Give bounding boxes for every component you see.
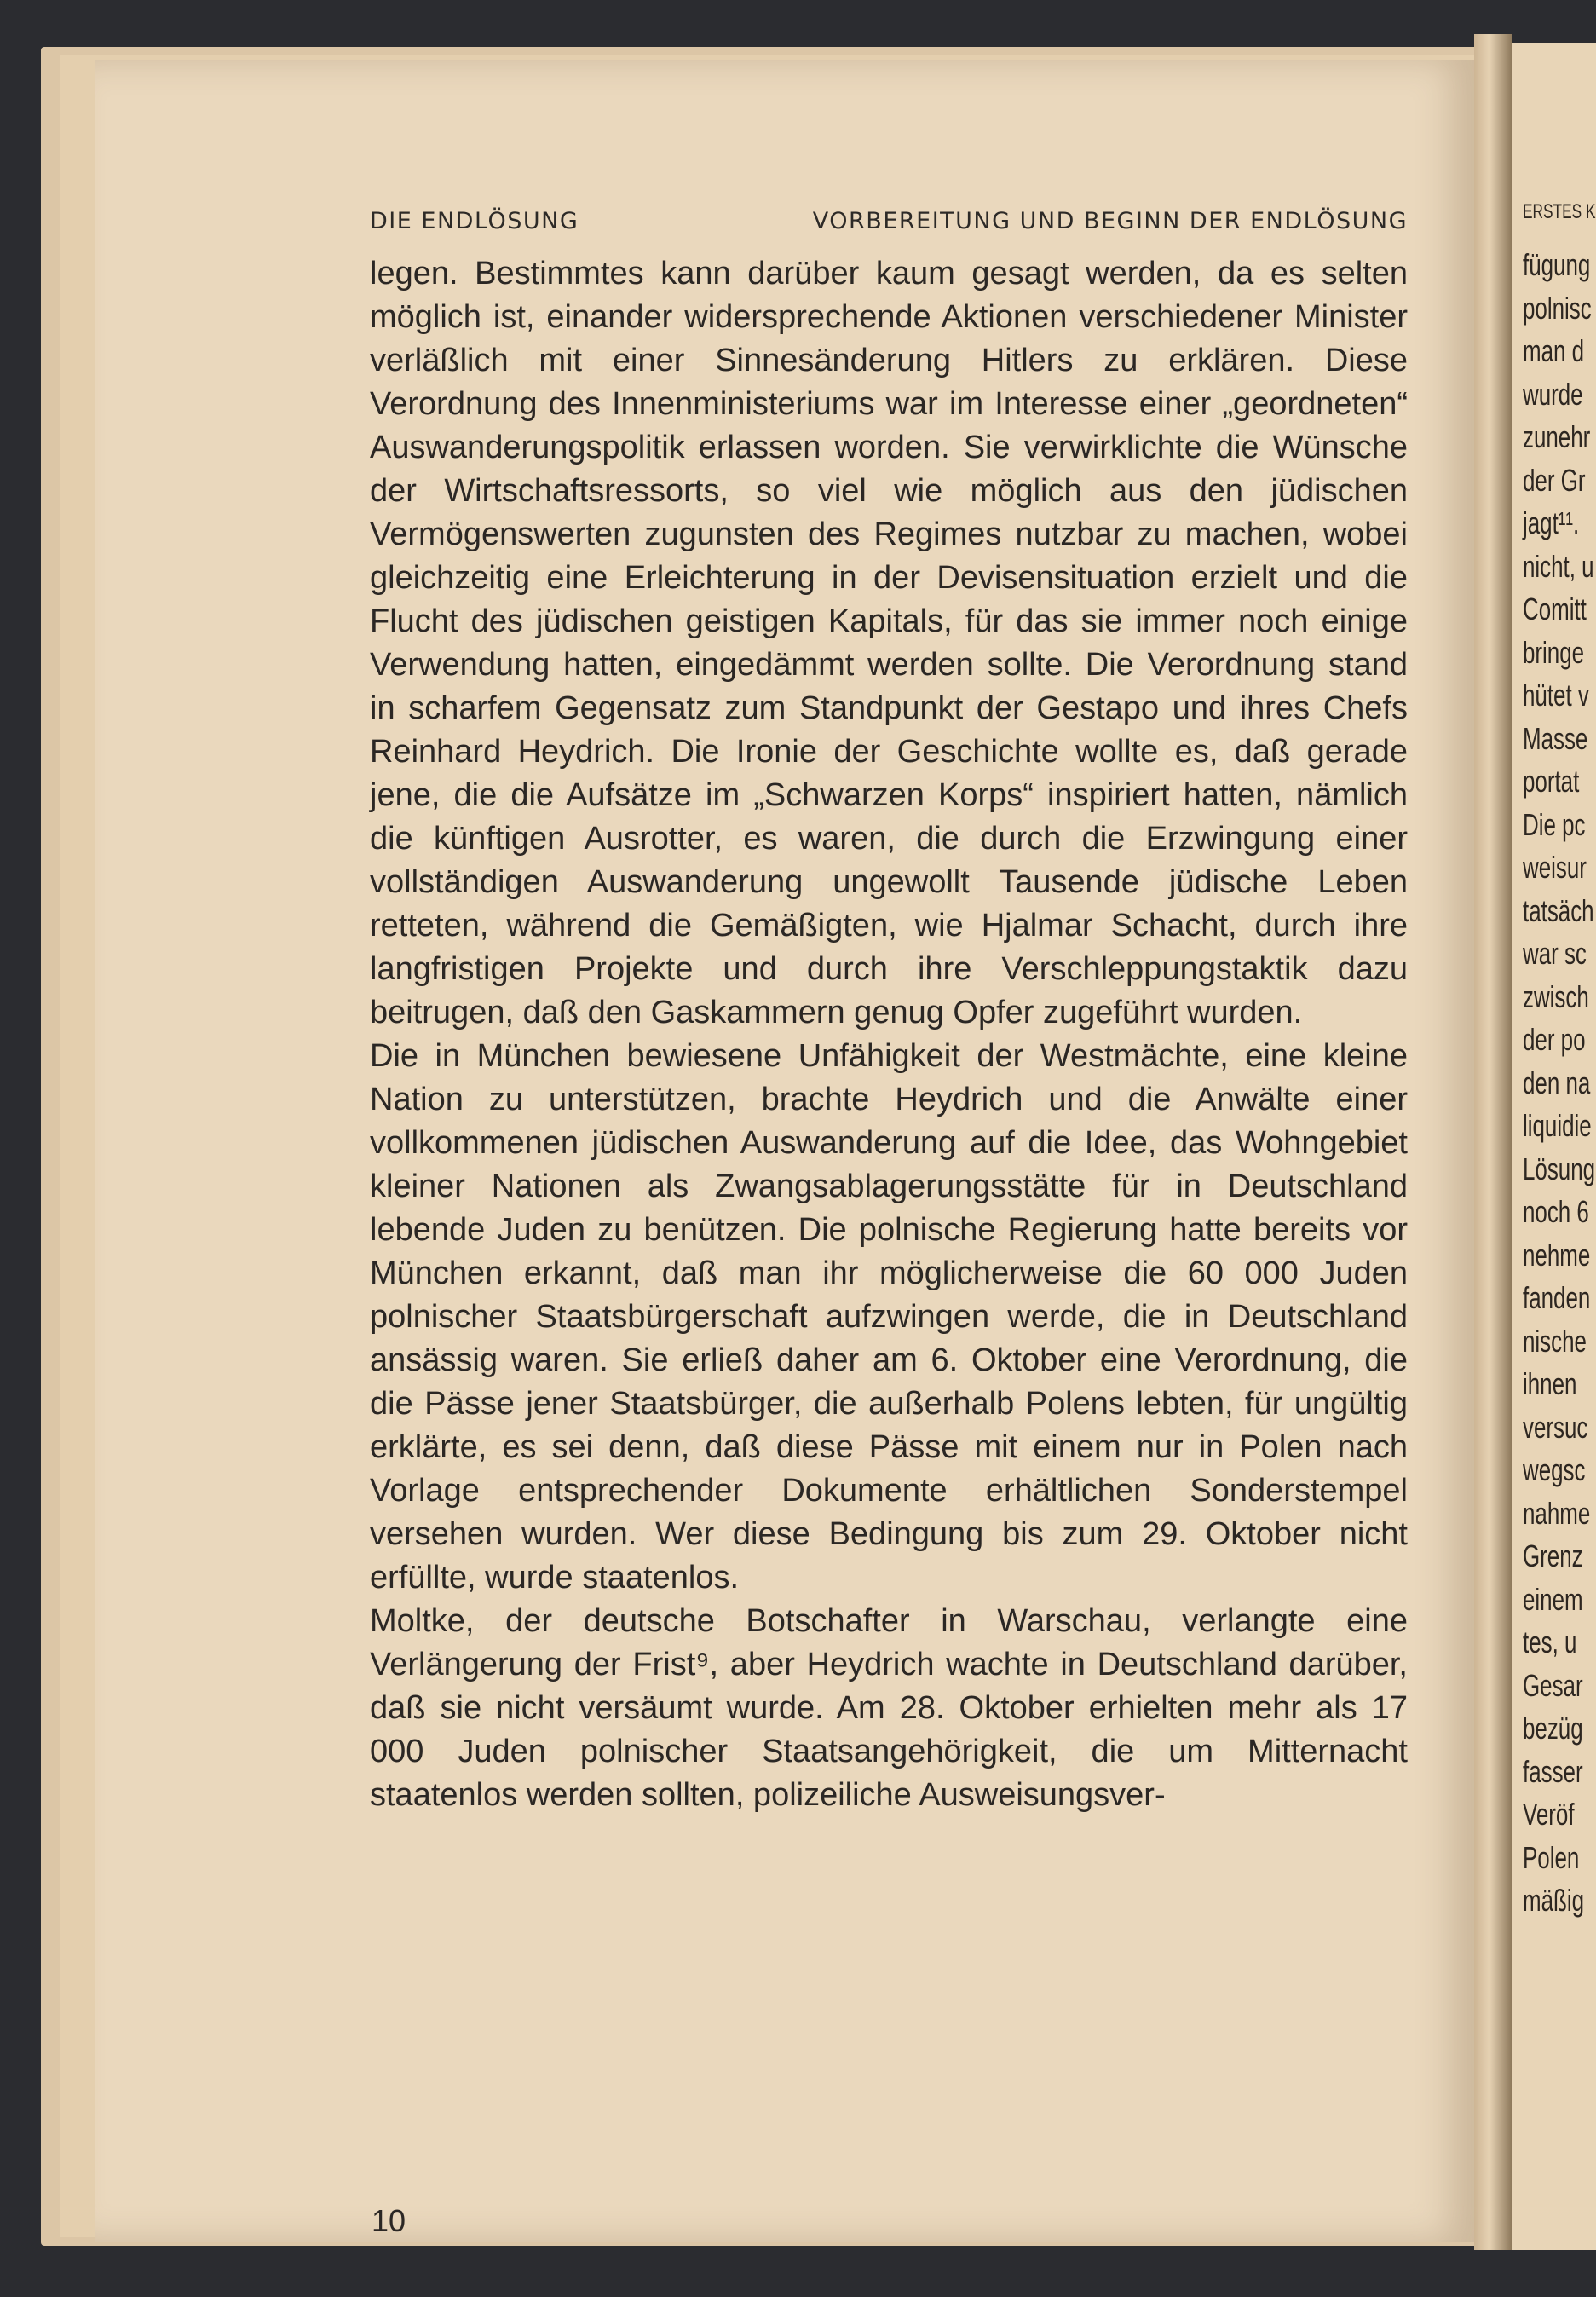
facing-page-line: weisur (1523, 850, 1587, 885)
facing-page-line: den na (1523, 1065, 1591, 1100)
facing-page-line: Comitt (1523, 592, 1587, 626)
paragraph: legen. Bestimmtes kann darüber kaum gesagt werden, da es selten möglich ist, einander widersprechende Aktionen verschiedener Minister verläßlich mit einer Sinnesänderung Hitlers zu erklären. Diese Verordnung des Innenministeriums war im Interesse einer „geordneten“ Auswanderungspolitik erlassen worden. Sie verwirklichte die Wünsche der Wirtschaftsressorts, so viel wie möglich aus den jüdischen Vermögenswerten zugunsten des Regimes nutzbar zu machen, wobei gleichzeitig eine Erleichterung in der Devisensituation erzielt und die Flucht des jüdischen geistigen Kapitals, für das sie immer noch einige Verwendung hatten, eingedämmt werden sollte. Die Verordnung stand in scharfem Gegensatz zum Standpunkt der Gestapo und ihres Chefs Reinhard Heydrich. Die Ironie der Geschichte wollte es, daß gerade jene, die die Aufsätze im „Schwarzen Korps“ inspiriert hatten, nämlich die künftigen Ausrotter, es waren, die durch die Erzwingung einer vollständigen Auswanderung ungewollt Tausende jüdische Leben retteten, während die Gemäßigten, wie Hjalmar Schacht, durch ihre langfristigen Projekte und durch ihre Verschleppungstaktik dazu beitrugen, daß den Gaskammern genug Opfer zugeführt wurden. (370, 256, 1408, 1030)
facing-page-line: wegsc (1523, 1452, 1586, 1487)
facing-page-line: fügung (1523, 247, 1591, 282)
facing-page-line: Polen (1523, 1839, 1580, 1875)
facing-page-line: versuc (1523, 1409, 1588, 1445)
facing-page-line: zwisch (1523, 978, 1589, 1014)
facing-page-line: einem (1523, 1581, 1583, 1617)
body-text (370, 252, 1408, 1817)
facing-page-line: Gesar (1523, 1667, 1583, 1703)
facing-page-line: Lösung (1523, 1151, 1596, 1186)
facing-page-line: bezüg (1523, 1711, 1583, 1746)
running-header (370, 208, 1408, 234)
facing-page-line: tes, u (1523, 1625, 1577, 1659)
facing-page-line: zunehr (1523, 419, 1591, 454)
header-right: VORBEREITUNG UND BEGINN DER ENDLÖSUNG (812, 208, 1408, 234)
facing-page-line: man d (1523, 333, 1585, 368)
paragraph: Die in München bewiesene Unfähigkeit der Westmächte, eine kleine Nation zu unterstützen, brachte Heydrich und die Anwälte einer vollkommenen jüdischen Auswanderung auf die Idee, das Wohngebiet kleiner Nationen als Zwangsablagerungsstätte für in Deutschland lebende Juden zu benützen. Die polnische Regierung hatte bereits vor München erkannt, daß man ihr möglicherweise die 60 000 Juden polnischer Staatsbürgerschaft aufzwingen werde, die in Deutschland ansässig waren. Sie erließ daher am 6. Oktober eine Verordnung, die die Pässe jener Staatsbürger, die außerhalb Polens lebten, für ungültig erklärte, es sei denn, daß diese Pässe mit einem nur in Polen nach Vorlage entsprechender Dokumente erhältlichen Sonderstempel versehen wurden. Wer diese Bedingung bis zum 29. Oktober nicht erfüllte, wurde staatenlos. (370, 1038, 1408, 1596)
page-number: 10 (372, 2203, 406, 2238)
facing-page-line: polnisc (1523, 290, 1592, 326)
facing-page-line: Grenz (1523, 1538, 1583, 1573)
facing-page-line: noch 6 (1523, 1194, 1589, 1229)
facing-page-line: Masse (1523, 720, 1588, 756)
facing-page-line: tatsäch (1523, 892, 1594, 928)
header-left: DIE ENDLÖSUNG (370, 208, 579, 234)
facing-page-header: ERSTES K (1523, 200, 1596, 223)
facing-page-line: Veröf (1523, 1797, 1575, 1832)
facing-page-line: nahme (1523, 1495, 1591, 1531)
facing-page-line: nicht, u (1523, 548, 1594, 584)
book-gutter (1474, 34, 1512, 2250)
facing-page-line: jagt¹¹. (1523, 505, 1580, 540)
facing-page-line: liquidie (1523, 1108, 1592, 1143)
facing-page-line: nehme (1523, 1237, 1591, 1273)
facing-page-line: hütet v (1523, 678, 1589, 713)
facing-page-line: der Gr (1523, 462, 1586, 498)
facing-page-line: bringe (1523, 634, 1585, 670)
facing-page-line: wurde (1523, 376, 1583, 412)
facing-page-line: nische (1523, 1323, 1587, 1359)
facing-page-line: der po (1523, 1022, 1586, 1057)
paragraph: Moltke, der deutsche Botschafter in Warschau, verlangte eine Verlängerung der Frist⁹, aber Heydrich wachte in Deutschland darüber, daß sie nicht versäumt wurde. Am 28. Oktober erhielten mehr als 17 000 Juden polnischer Staatsangehörigkeit, die um Mitternacht staatenlos werden sollten, polizeiliche Ausweisungsver- (370, 1603, 1408, 1813)
facing-page-line: war sc (1523, 936, 1587, 971)
facing-page-line: Die pc (1523, 806, 1586, 842)
facing-page (1512, 43, 1596, 2250)
facing-page-line: ihnen (1523, 1366, 1577, 1401)
facing-page-line: portat (1523, 764, 1580, 799)
facing-page-line: mäßig (1523, 1883, 1585, 1918)
facing-page-line: fasser (1523, 1753, 1583, 1789)
facing-page-line: fanden (1523, 1280, 1591, 1315)
